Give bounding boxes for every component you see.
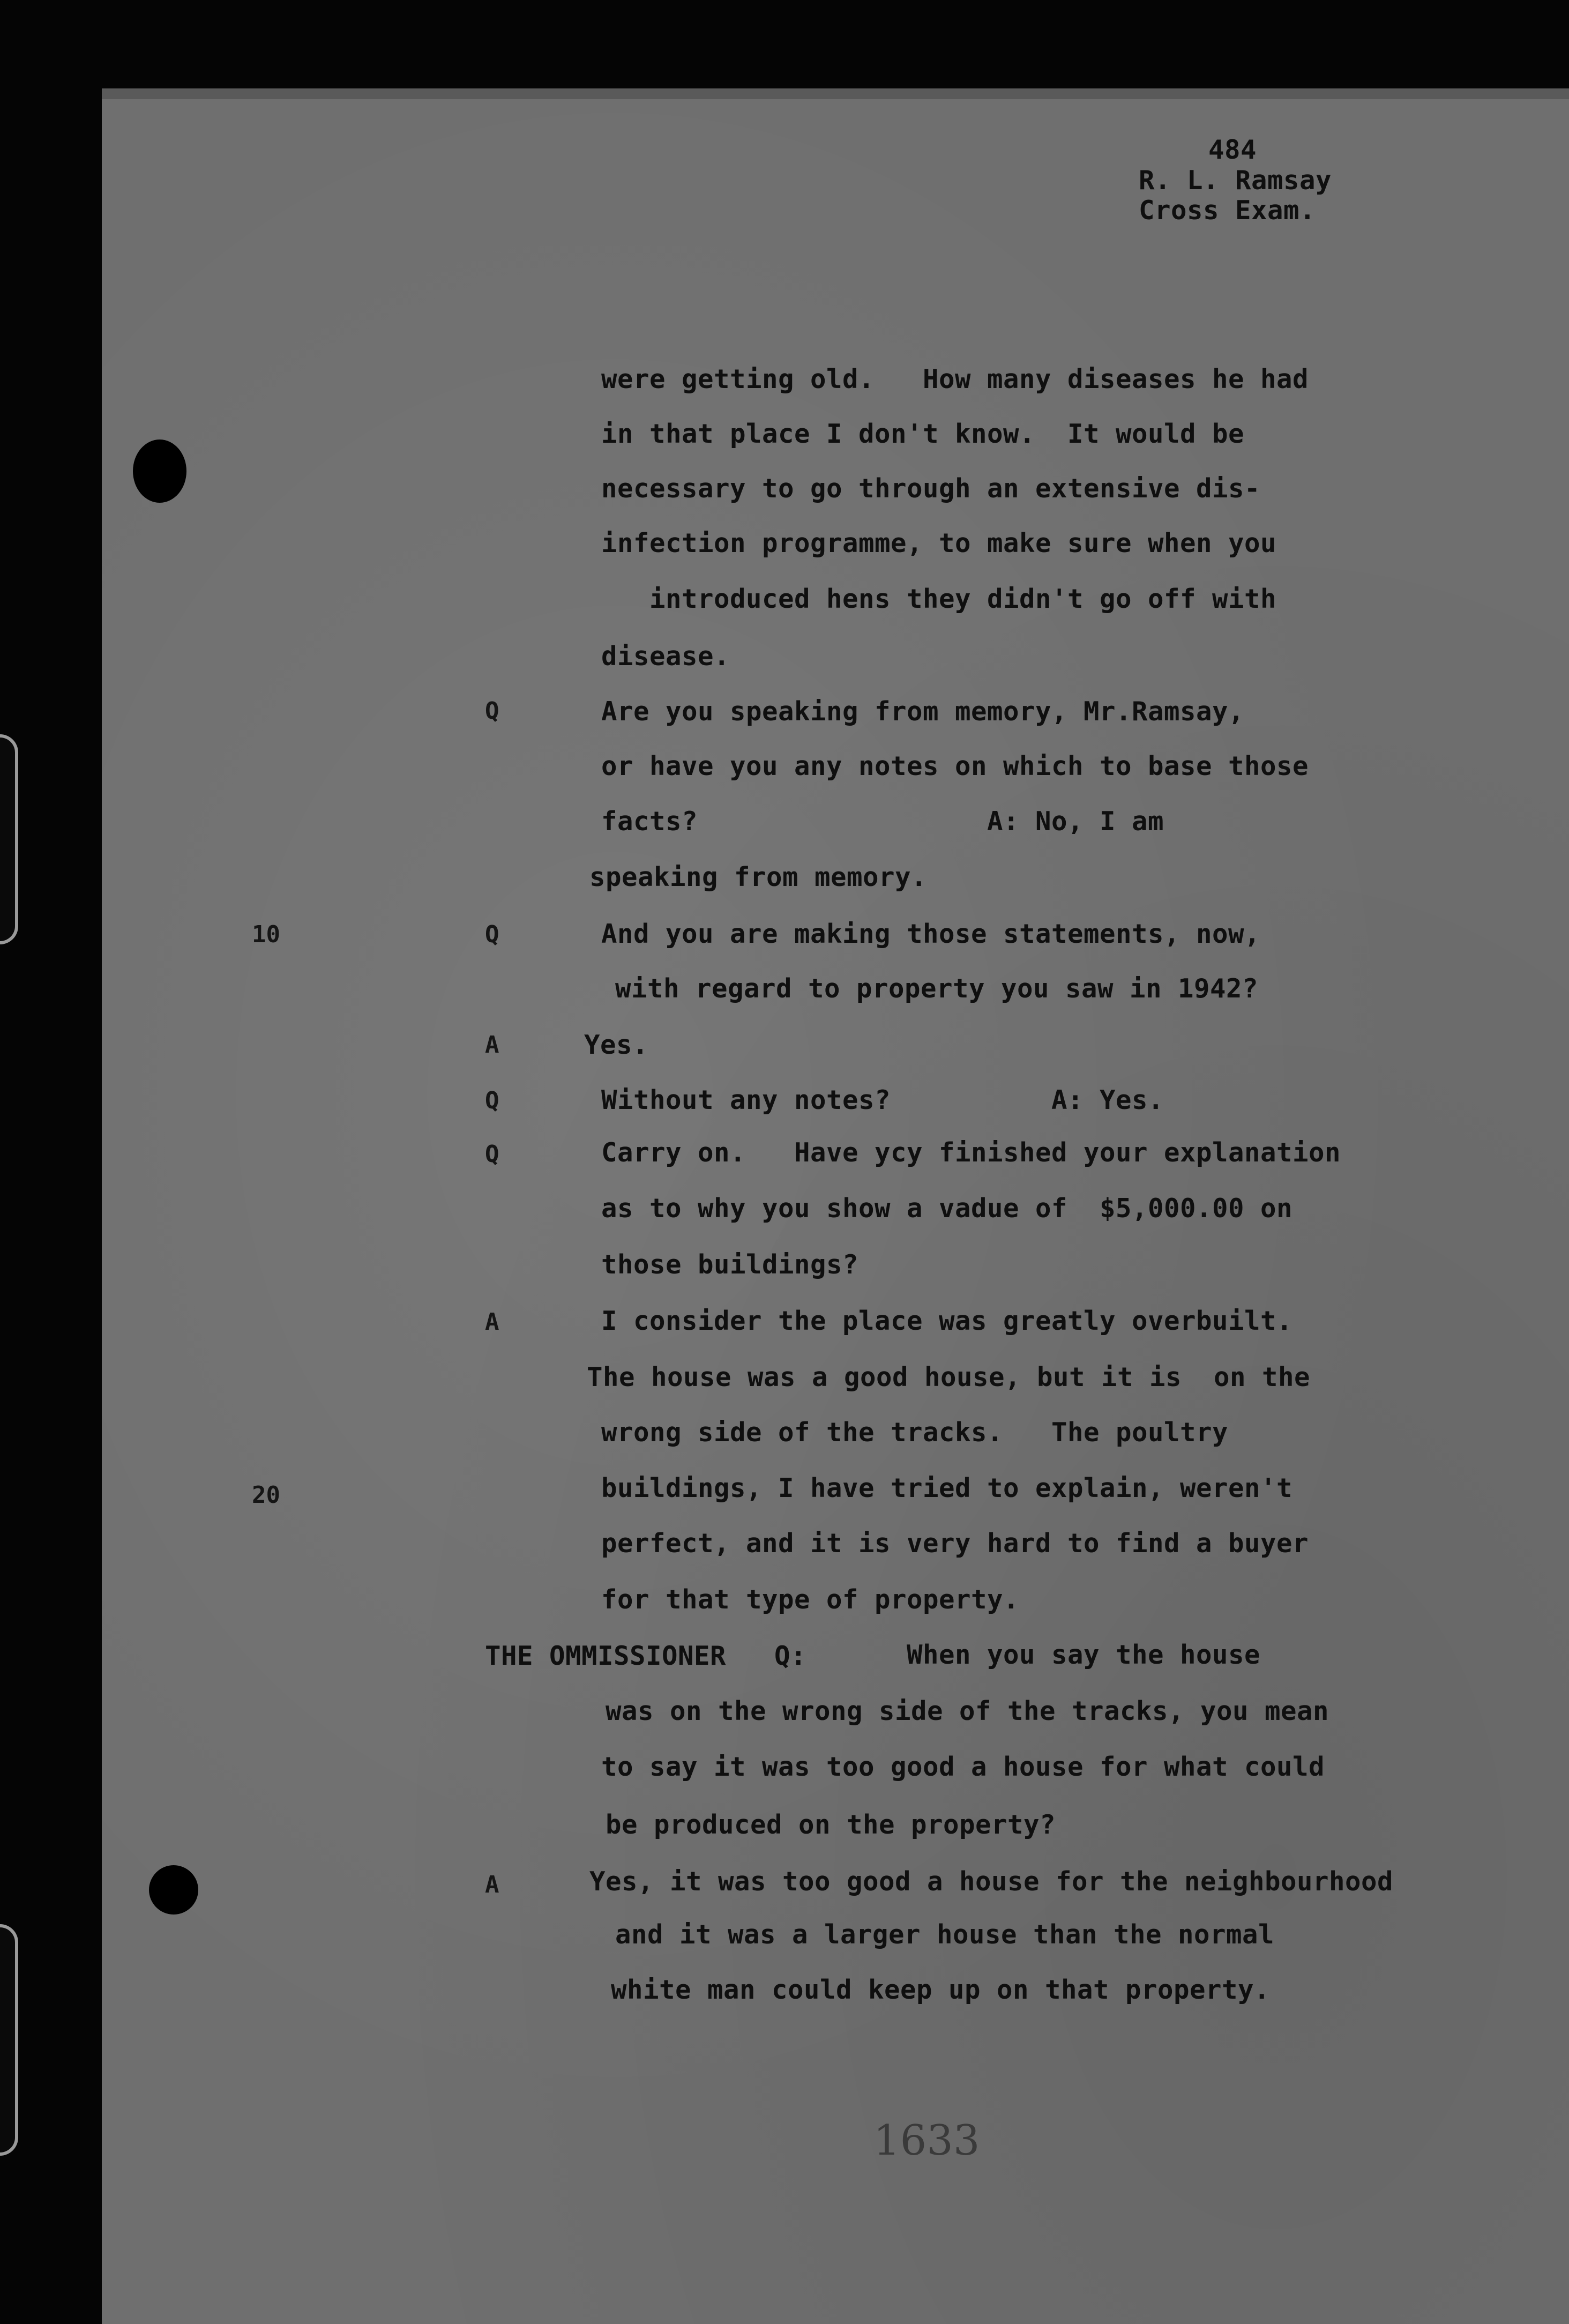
page-stamp-number: 1633 (873, 2117, 980, 2165)
transcript-line: and it was a larger house than the normal (615, 1919, 1275, 1950)
transcript-line: were getting old. How many diseases he had (601, 364, 1309, 394)
transcript-line: speaking from memory. (589, 862, 928, 892)
transcript-line: Are you speaking from memory, Mr.Ramsay, (601, 696, 1245, 727)
transcript-line: for that type of property. (601, 1584, 1020, 1615)
binder-clip-top (0, 734, 18, 944)
transcript-line: Yes. (584, 1030, 649, 1060)
transcript-line: Yes, it was too good a house for the neighbourhood (589, 1866, 1394, 1897)
transcript-line: necessary to go through an extensive dis- (601, 473, 1261, 504)
speaker-marker: Q (485, 1141, 499, 1168)
exam-section: Cross Exam. (1139, 195, 1316, 226)
transcript-line: those buildings? (601, 1249, 859, 1280)
speaker-marker: A (485, 1308, 499, 1336)
transcript-line: The house was a good house, but it is on the (587, 1362, 1311, 1392)
transcript-line: wrong side of the tracks. The poultry (601, 1417, 1229, 1448)
transcript-line: was on the wrong side of the tracks, you mean (606, 1696, 1329, 1726)
transcript-line: white man could keep up on that property. (611, 1975, 1271, 2005)
punch-hole-top (133, 440, 186, 503)
transcript-line: perfect, and it is very hard to find a buyer (601, 1528, 1309, 1559)
page-top-edge (102, 88, 1569, 99)
speaker-marker: Q (485, 921, 499, 948)
transcript-line: Without any notes? A: Yes. (601, 1085, 1164, 1115)
transcript-line: infection programme, to make sure when you (601, 528, 1277, 558)
speaker-marker: A (485, 1871, 499, 1898)
transcript-line: introduced hens they didn't go off with (649, 584, 1277, 614)
transcript-line: When you say the house (907, 1640, 1261, 1670)
transcript-line: be produced on the property? (606, 1809, 1056, 1840)
transcript-line: with regard to property you saw in 1942? (615, 973, 1259, 1004)
binder-clip-bottom (0, 1924, 18, 2156)
transcript-line: I consider the place was greatly overbuilt. (601, 1306, 1293, 1336)
punch-hole-bottom (149, 1865, 198, 1915)
transcript-line: to say it was too good a house for what could (601, 1752, 1325, 1782)
transcript-line: in that place I don't know. It would be (601, 419, 1245, 449)
transcript-line: Carry on. Have ycy finished your explanation (601, 1137, 1341, 1168)
speaker-marker: A (485, 1031, 499, 1059)
transcript-line: facts? A: No, I am (601, 806, 1164, 837)
line-number-10: 10 (252, 921, 280, 948)
transcript-line: or have you any notes on which to base those (601, 751, 1309, 781)
transcript-line: as to why you show a vadue of $5,000.00 on (601, 1193, 1293, 1224)
speaker-marker: Q (485, 1087, 499, 1114)
transcript-line: And you are making those statements, now, (601, 919, 1261, 949)
page-number: 484 (1208, 135, 1257, 165)
speaker-marker: Q (485, 697, 499, 725)
line-number-20: 20 (252, 1481, 280, 1509)
transcript-line: buildings, I have tried to explain, weren't (601, 1473, 1293, 1503)
witness-name: R. L. Ramsay (1139, 165, 1332, 196)
commissioner-marker: THE OMMISSIONER Q: (485, 1641, 807, 1671)
transcript-line: disease. (601, 641, 730, 672)
